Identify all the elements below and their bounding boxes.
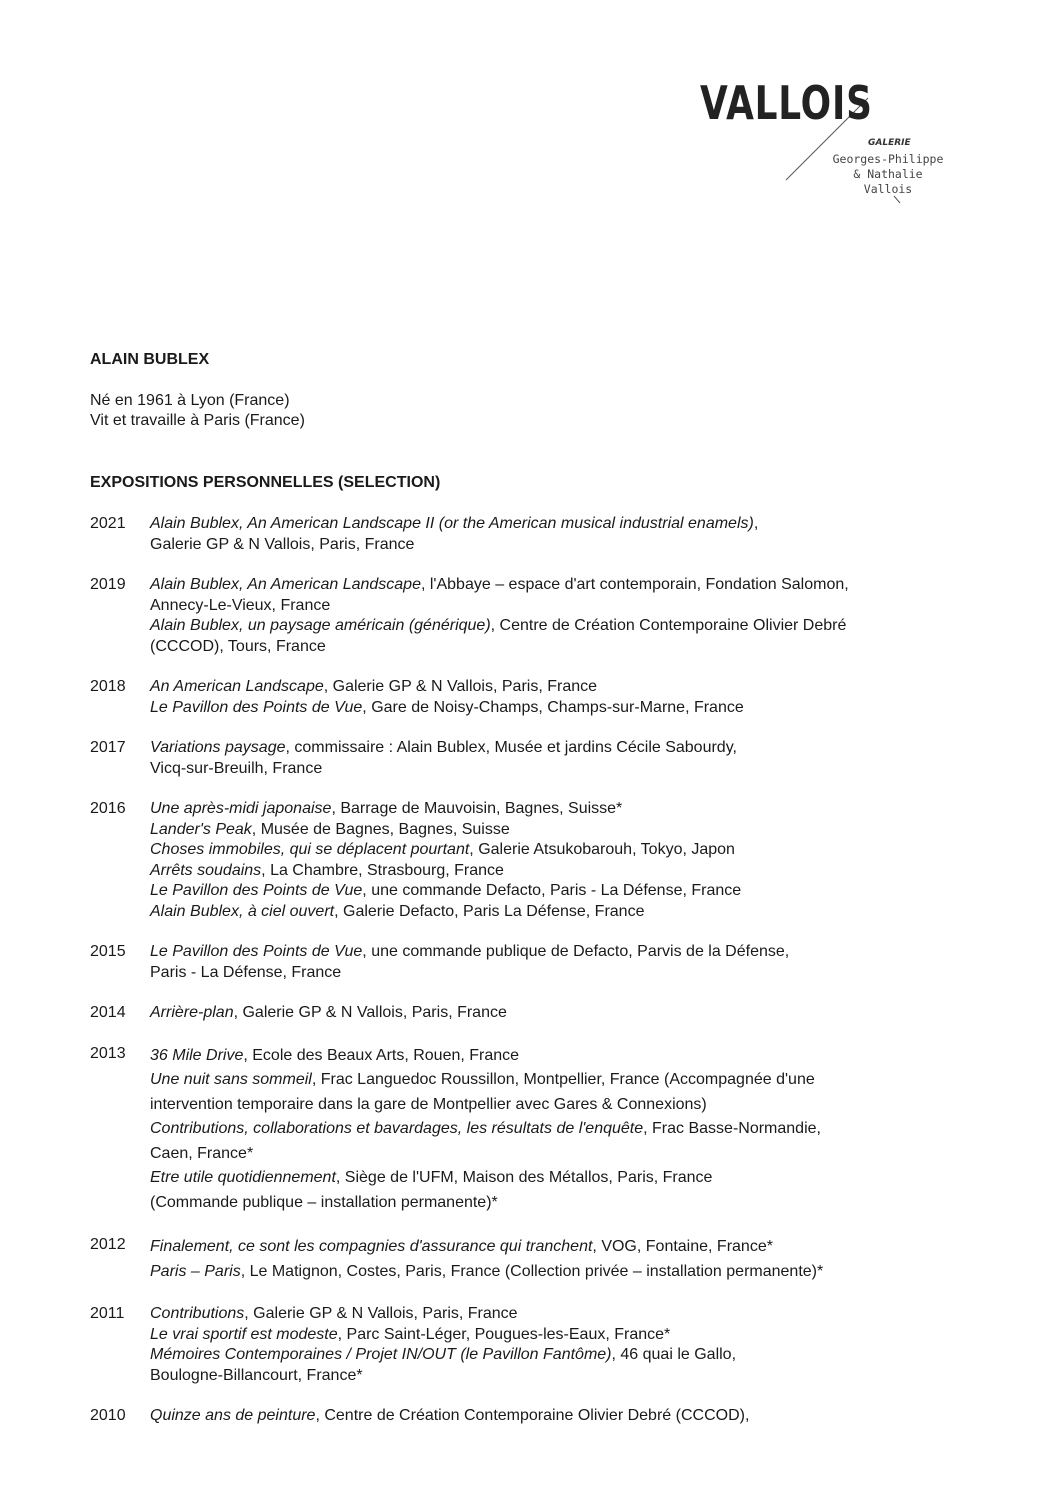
exhibition-details: , commissaire : Alain Bublex, Musée et jardins Cécile Sabourdy, (285, 739, 737, 756)
exhibition-details: Paris - La Défense, France (150, 963, 342, 981)
exhibition-line (150, 616, 950, 637)
exhibition-title: Alain Bublex, à ciel ouvert (150, 902, 335, 920)
exhibition-details: , La Chambre, Strasbourg, France (261, 861, 504, 879)
exhibition-details: , Siège de l'UFM, Maison des Métallos, Paris, France (335, 1169, 713, 1186)
exhibition-line (150, 637, 950, 658)
exhibition-line (150, 535, 950, 556)
exhibition-list (90, 514, 950, 1427)
exhibition-line (150, 677, 950, 698)
exhibition-year: 2013 (90, 1044, 126, 1062)
logo-name-line: Vallois (863, 182, 913, 196)
exhibition-details: Boulogne-Billancourt, France* (150, 1366, 363, 1384)
exhibition-details: Caen, France* (150, 1144, 254, 1162)
exhibition-year: 2018 (90, 678, 126, 695)
exhibition-line (150, 575, 950, 596)
exhibition-line (150, 1068, 950, 1093)
exhibition-line (150, 698, 950, 719)
exhibition-details: , Barrage de Mauvoisin, Bagnes, Suisse* (331, 800, 623, 817)
exhibition-items (150, 575, 950, 657)
exhibition-title: Alain Bublex, An American Landscape II (or the American musical industrial enamels) (150, 515, 754, 532)
exhibition-details: , VOG, Fontaine, France* (592, 1238, 773, 1255)
exhibition-line (150, 1003, 950, 1024)
exhibition-title: Contributions, collaborations et bavardages, les résultats de l'enquête (150, 1120, 644, 1137)
exhibition-line (150, 1191, 950, 1216)
exhibition-details: Annecy-Le-Vieux, France (150, 596, 331, 614)
exhibition-year: 2012 (90, 1236, 126, 1253)
logo-name-line: & Nathalie (853, 167, 923, 181)
exhibition-line (150, 1325, 950, 1346)
exhibition-details: intervention temporaire dans la gare de Montpellier avec Gares & Connexions) (150, 1095, 707, 1113)
exhibition-title: 36 Mile Drive (150, 1046, 244, 1064)
exhibition-line (150, 1304, 950, 1325)
exhibition-details: , Le Matignon, Costes, Paris, France (Collection privée – installation permanente)* (240, 1262, 824, 1280)
exhibition-line (150, 759, 950, 780)
exhibition-line (150, 1366, 950, 1387)
exhibition-year: 2021 (90, 515, 126, 532)
exhibition-year-block (90, 942, 950, 983)
exhibition-year: 2019 (90, 576, 126, 593)
exhibition-items (150, 799, 950, 922)
exhibition-details: , Frac Languedoc Roussillon, Montpellier, France (Accompagnée d'une (311, 1071, 815, 1088)
exhibition-details: , (753, 515, 759, 532)
logo-gallery-names (818, 152, 958, 197)
exhibition-title: Quinze ans de peinture (150, 1407, 316, 1424)
exhibition-line (150, 902, 950, 923)
exhibition-title: Le Pavillon des Points de Vue (150, 882, 363, 899)
exhibition-line (150, 1117, 950, 1142)
exhibition-items (150, 1044, 950, 1216)
exhibition-title: Une nuit sans sommeil (150, 1071, 312, 1088)
artist-bio (90, 391, 950, 432)
exhibition-title: Paris – Paris (150, 1262, 241, 1280)
exhibition-line (150, 1235, 950, 1260)
exhibition-details: , Ecole des Beaux Arts, Rouen, France (243, 1046, 520, 1064)
exhibition-year: 2010 (90, 1407, 126, 1424)
exhibition-title: Contributions (150, 1305, 245, 1322)
exhibition-details: Galerie GP & N Vallois, Paris, France (150, 535, 415, 553)
exhibition-line (150, 1260, 950, 1285)
exhibition-line (150, 738, 950, 759)
exhibition-title: Lander's Peak (150, 820, 252, 838)
exhibition-items (150, 1304, 950, 1386)
exhibition-title: Une après-midi japonaise (150, 800, 332, 817)
exhibition-year-block (90, 575, 950, 657)
exhibition-title: Le vrai sportif est modeste (150, 1325, 338, 1343)
exhibition-line (150, 840, 950, 861)
section-title: EXPOSITIONS PERSONNELLES (SELECTION) (90, 473, 441, 491)
exhibition-line (150, 514, 950, 535)
exhibition-line (150, 1093, 950, 1118)
exhibition-details: , Centre de Création Contemporaine Olivier Debré (CCCOD), (315, 1407, 750, 1424)
exhibition-title: An American Landscape (150, 678, 324, 695)
exhibition-details: , Musée de Bagnes, Bagnes, Suisse (251, 820, 510, 838)
exhibition-line (150, 942, 950, 963)
exhibition-details: , Frac Basse-Normandie, (643, 1120, 821, 1137)
exhibition-line (150, 799, 950, 820)
logo-name-line: Georges-Philippe (832, 152, 944, 166)
exhibition-items (150, 1003, 950, 1024)
exhibition-details: Vicq-sur-Breuilh, France (150, 759, 323, 777)
exhibition-details: , Galerie GP & N Vallois, Paris, France (244, 1305, 518, 1322)
exhibition-line (150, 1044, 950, 1069)
exhibition-year: 2014 (90, 1004, 126, 1021)
exhibition-title: Le Pavillon des Points de Vue (150, 698, 363, 716)
exhibition-details: , Galerie Atsukobarouh, Tokyo, Japon (469, 841, 735, 858)
birth-info: Né en 1961 à Lyon (France) (90, 391, 290, 409)
exhibition-year-block (90, 1304, 950, 1386)
exhibition-details: , une commande Defacto, Paris - La Défense, France (362, 882, 742, 899)
exhibition-details: , une commande publique de Defacto, Parvis de la Défense, (362, 943, 790, 960)
exhibition-details: , Gare de Noisy-Champs, Champs-sur-Marne, France (362, 698, 744, 716)
exhibition-line (150, 861, 950, 882)
exhibition-details: , Galerie Defacto, Paris La Défense, France (334, 902, 645, 920)
exhibition-line (150, 820, 950, 841)
exhibition-title: Variations paysage (150, 739, 286, 756)
exhibition-items (150, 514, 950, 555)
exhibition-title: Alain Bublex, un paysage américain (générique) (150, 617, 491, 634)
exhibition-line (150, 881, 950, 902)
exhibition-year-block (90, 1235, 950, 1284)
artist-name: ALAIN BUBLEX (90, 351, 210, 368)
exhibition-line (150, 1142, 950, 1167)
residence-info: Vit et travaille à Paris (France) (90, 412, 305, 429)
exhibition-line (150, 1406, 950, 1427)
exhibition-items (150, 738, 950, 779)
exhibition-details: (Commande publique – installation permanente)* (150, 1193, 498, 1211)
exhibition-title: Mémoires Contemporaines / Projet IN/OUT (le Pavillon Fantôme) (150, 1346, 612, 1363)
exhibition-year-block (90, 514, 950, 555)
exhibition-details: , Parc Saint-Léger, Pougues-les-Eaux, France* (337, 1325, 671, 1343)
exhibition-items (150, 1235, 950, 1284)
exhibition-year: 2016 (90, 800, 126, 817)
exhibition-title: Arrière-plan (150, 1004, 234, 1021)
exhibition-details: , Galerie GP & N Vallois, Paris, France (233, 1004, 507, 1021)
exhibition-title: Etre utile quotidiennement (150, 1169, 336, 1186)
logo-wordmark: VALLOIS (700, 76, 873, 130)
exhibition-title: Le Pavillon des Points de Vue (150, 943, 363, 960)
exhibition-details: , 46 quai le Gallo, (611, 1346, 737, 1363)
exhibition-year-block (90, 1003, 950, 1024)
exhibition-year: 2015 (90, 943, 126, 960)
exhibition-details: , Centre de Création Contemporaine Olivier Debré (490, 617, 847, 634)
exhibition-items (150, 1406, 950, 1427)
exhibition-title: Choses immobiles, qui se déplacent pourtant (150, 841, 470, 858)
exhibition-details: , l'Abbaye – espace d'art contemporain, Fondation Salomon, (420, 576, 849, 593)
exhibition-year-block (90, 738, 950, 779)
exhibition-year-block (90, 799, 950, 922)
cv-document (90, 350, 950, 1447)
exhibition-title: Arrêts soudains (150, 861, 262, 879)
exhibition-year: 2017 (90, 739, 126, 756)
exhibition-title: Alain Bublex, An American Landscape (150, 576, 421, 593)
exhibition-items (150, 677, 950, 718)
exhibition-year-block (90, 1406, 950, 1427)
logo-galerie-label: GALERIE (868, 138, 911, 148)
exhibition-year-block (90, 677, 950, 718)
exhibition-line (150, 1345, 950, 1366)
exhibition-details: , Galerie GP & N Vallois, Paris, France (323, 678, 598, 695)
exhibition-title: Finalement, ce sont les compagnies d'assurance qui tranchent (150, 1238, 593, 1255)
exhibition-year: 2011 (90, 1305, 125, 1322)
exhibition-details: (CCCOD), Tours, France (150, 637, 326, 655)
exhibition-items (150, 942, 950, 983)
exhibition-line (150, 963, 950, 984)
exhibition-year-block (90, 1044, 950, 1216)
exhibition-line (150, 596, 950, 617)
exhibition-line (150, 1166, 950, 1191)
gallery-logo (690, 72, 970, 212)
